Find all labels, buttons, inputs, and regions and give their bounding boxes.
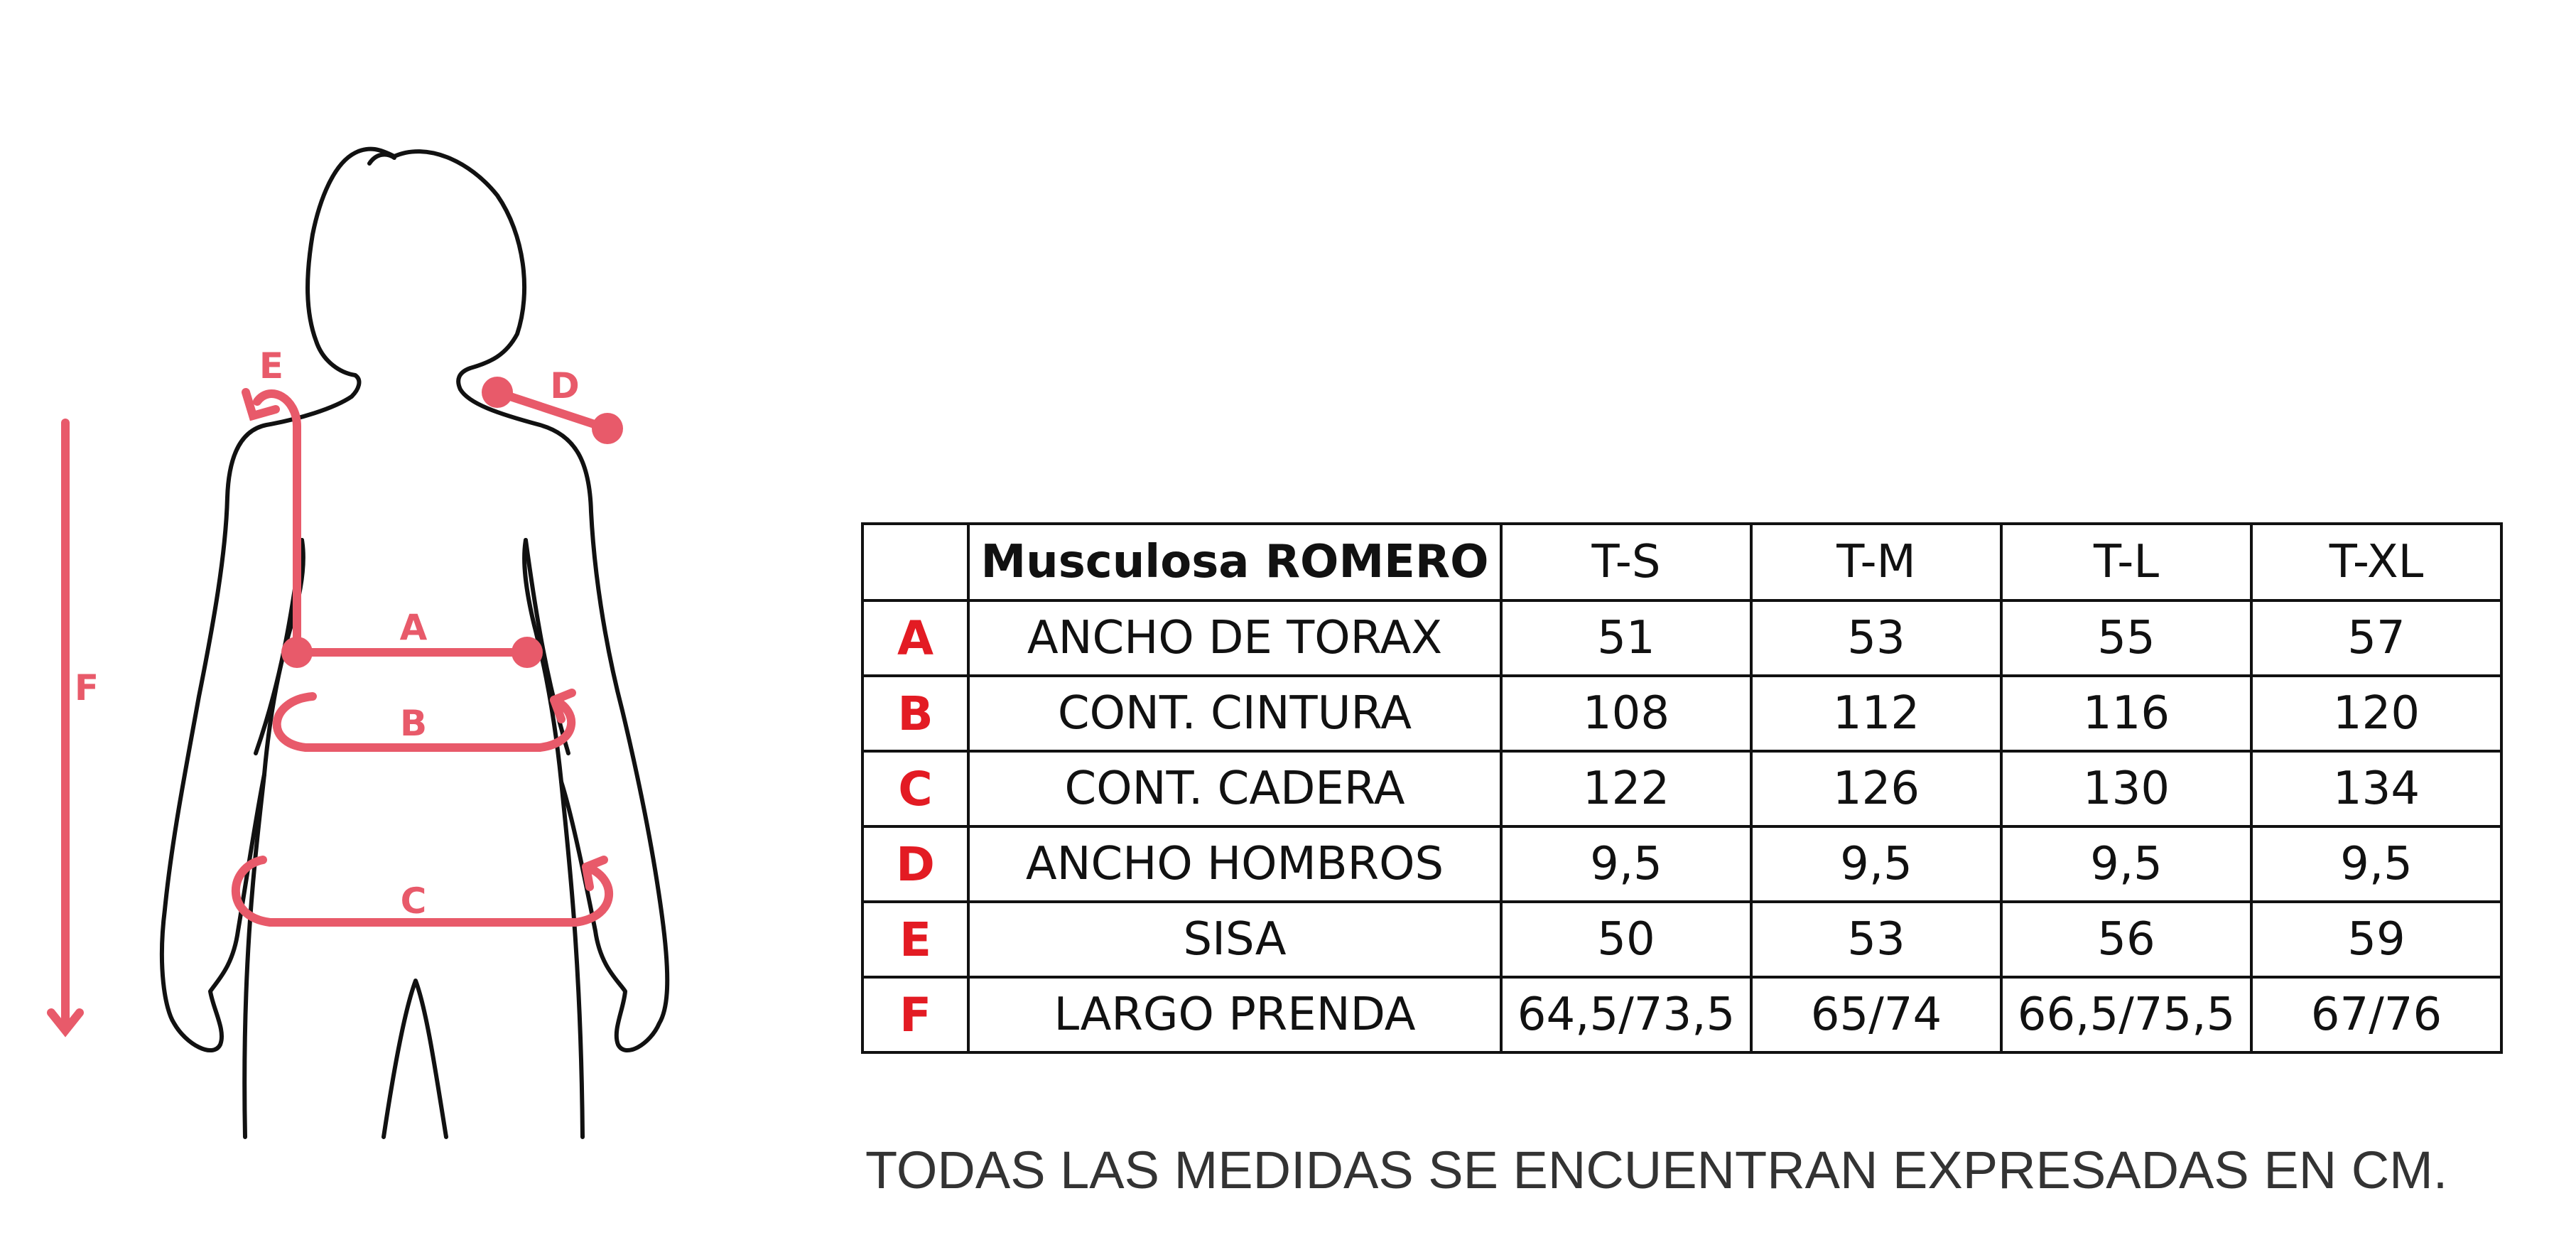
size-table bbox=[861, 522, 2503, 1054]
measurement-name: ANCHO HOMBROS bbox=[968, 826, 1501, 902]
table-row bbox=[862, 751, 2501, 826]
measurement-value: 134 bbox=[2251, 751, 2501, 826]
measurement-name: SISA bbox=[968, 902, 1501, 977]
measurement-value: 56 bbox=[2001, 902, 2251, 977]
measurement-value: 67/76 bbox=[2251, 977, 2501, 1052]
measurement-value: 9,5 bbox=[2001, 826, 2251, 902]
size-header: T-L bbox=[2001, 524, 2251, 600]
measurement-value: 66,5/75,5 bbox=[2001, 977, 2251, 1052]
measurement-guides bbox=[51, 392, 609, 1030]
header-empty-cell bbox=[862, 524, 968, 600]
body-measurement-figure bbox=[0, 0, 803, 1245]
measurement-value: 126 bbox=[1751, 751, 2001, 826]
label-b: B bbox=[399, 703, 428, 744]
table-header-row bbox=[862, 524, 2501, 600]
measurement-value: 59 bbox=[2251, 902, 2501, 977]
table-row bbox=[862, 676, 2501, 751]
measurement-value: 122 bbox=[1501, 751, 1751, 826]
row-letter: F bbox=[862, 977, 968, 1052]
table-row bbox=[862, 977, 2501, 1052]
measurement-value: 116 bbox=[2001, 676, 2251, 751]
measurement-value: 53 bbox=[1751, 902, 2001, 977]
measurement-value: 53 bbox=[1751, 600, 2001, 676]
measurement-value: 51 bbox=[1501, 600, 1751, 676]
label-a: A bbox=[399, 607, 428, 648]
label-e: E bbox=[259, 345, 284, 387]
label-c: C bbox=[400, 880, 427, 922]
measurement-value: 9,5 bbox=[1501, 826, 1751, 902]
label-f: F bbox=[74, 667, 99, 708]
table-row bbox=[862, 902, 2501, 977]
measurement-value: 55 bbox=[2001, 600, 2251, 676]
size-header: T-M bbox=[1751, 524, 2001, 600]
measurement-value: 65/74 bbox=[1751, 977, 2001, 1052]
measurement-value: 9,5 bbox=[2251, 826, 2501, 902]
measurement-name: CONT. CADERA bbox=[968, 751, 1501, 826]
measurement-value: 64,5/73,5 bbox=[1501, 977, 1751, 1052]
row-letter: E bbox=[862, 902, 968, 977]
measurement-value: 50 bbox=[1501, 902, 1751, 977]
measurement-value: 108 bbox=[1501, 676, 1751, 751]
measurement-value: 57 bbox=[2251, 600, 2501, 676]
size-table-container bbox=[861, 522, 2503, 1054]
measurement-labels bbox=[75, 345, 580, 922]
size-header: T-S bbox=[1501, 524, 1751, 600]
row-letter: A bbox=[862, 600, 968, 676]
measurement-value: 120 bbox=[2251, 676, 2501, 751]
label-d: D bbox=[550, 365, 580, 406]
row-letter: D bbox=[862, 826, 968, 902]
product-title: Musculosa ROMERO bbox=[968, 524, 1501, 600]
measurement-value: 130 bbox=[2001, 751, 2251, 826]
measurement-name: LARGO PRENDA bbox=[968, 977, 1501, 1052]
table-row bbox=[862, 600, 2501, 676]
measurement-value: 9,5 bbox=[1751, 826, 2001, 902]
measurement-name: ANCHO DE TORAX bbox=[968, 600, 1501, 676]
row-letter: B bbox=[862, 676, 968, 751]
row-letter: C bbox=[862, 751, 968, 826]
table-row bbox=[862, 826, 2501, 902]
measurement-value: 112 bbox=[1751, 676, 2001, 751]
measurement-name: CONT. CINTURA bbox=[968, 676, 1501, 751]
units-footnote: TODAS LAS MEDIDAS SE ENCUENTRAN EXPRESADAS EN CM. bbox=[865, 1141, 2448, 1200]
size-header: T-XL bbox=[2251, 524, 2501, 600]
